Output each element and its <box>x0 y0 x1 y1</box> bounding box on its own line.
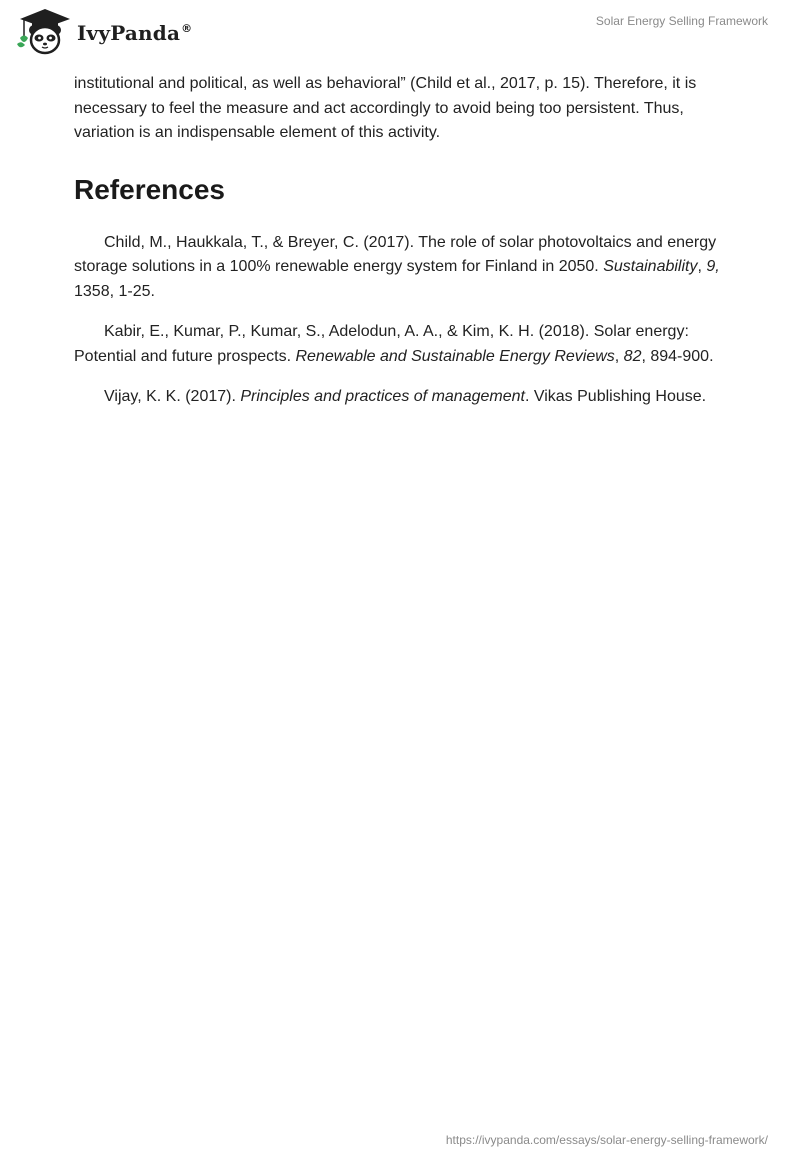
registered-mark: ® <box>181 22 193 36</box>
document-body <box>74 72 724 426</box>
reference-pages: , 894-900. <box>641 347 714 365</box>
ivypanda-logo[interactable] <box>15 8 192 56</box>
references-heading: References <box>74 173 225 205</box>
reference-item <box>74 385 724 410</box>
panda-graduate-icon <box>15 8 75 56</box>
brand-name-text: IvyPanda <box>77 21 181 45</box>
reference-publisher: . Vikas Publishing House. <box>524 388 707 405</box>
reference-volume: 9, <box>706 258 720 275</box>
reference-journal: Renewable and Sustainable Energy Reviews <box>295 347 615 365</box>
reference-item <box>74 231 724 305</box>
reference-text: Kabir, E., Kumar, P., Kumar, S., Adelodun, A. A., & Kim, K. H. (2018). Solar energy: Potential and future prospects. <box>74 323 689 365</box>
reference-text: Vijay, K. K. (2017). <box>104 388 241 405</box>
running-title: Solar Energy Selling Framework <box>595 14 768 28</box>
reference-separator: , <box>697 258 707 275</box>
reference-item <box>74 320 724 369</box>
reference-book-title: Principles and practices of management <box>240 388 525 405</box>
reference-journal: Sustainability <box>603 258 698 275</box>
brand-name <box>77 21 192 45</box>
intro-paragraph: institutional and political, as well as behavioral” (Child et al., 2017, p. 15). Therefore, it is necessary to feel the measure and act accordingly to avoid being too persistent. Thus, variation is an indispensable element of this activity. <box>74 75 697 141</box>
reference-separator: , <box>614 347 624 365</box>
source-url[interactable]: https://ivypanda.com/essays/solar-energy-selling-framework/ <box>445 1133 768 1147</box>
reference-pages: 1358, 1-25. <box>74 282 155 300</box>
reference-volume: 82 <box>623 347 642 365</box>
page-header <box>0 0 800 64</box>
reference-text: Child, M., Haukkala, T., & Breyer, C. (2017). The role of solar photovoltaics and energy storage solutions in a 100% renewable energy system for Finland in 2050. <box>74 233 717 275</box>
